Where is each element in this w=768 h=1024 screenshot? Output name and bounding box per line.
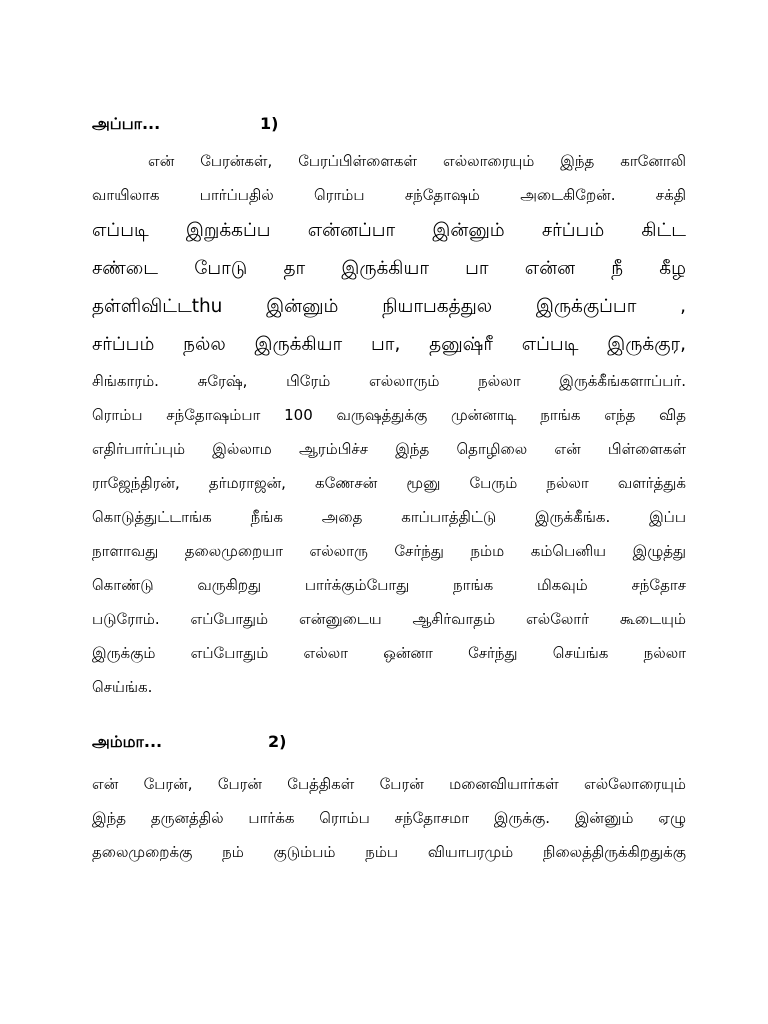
- paragraph-line: கொண்டு வருகிறது பார்க்கும்போது நாங்க மிகவும் சந்தோச: [92, 576, 686, 594]
- paragraph-line: தலைமுறைக்கு நம் குடும்பம் நம்ப வியாபரமும் நிலைத்திருக்கிறதுக்கு: [92, 843, 686, 861]
- paragraph-line: எதிர்பார்ப்பும் இல்லாம ஆரம்பிச்ச இந்த தொழிலை என் பிள்ளைகள்: [92, 440, 686, 458]
- section-1-title: அப்பா...: [92, 114, 161, 133]
- paragraph-line: இந்த தருனத்தில் பார்க்க ரொம்ப சந்தோசமா இருக்கு. இன்னும் ஏழு: [92, 809, 686, 827]
- paragraph-line: என் பேரன், பேரன் பேத்திகள் பேரன் மனைவியார்கள் எல்லோரையும்: [92, 775, 686, 793]
- paragraph-line: வாயிலாக பார்ப்பதில் ரொம்ப சந்தோஷம் அடைகிறேன். சக்தி: [92, 186, 686, 204]
- section-2-title: அம்மா...: [92, 732, 163, 751]
- paragraph-line: சிங்காரம். சுரேஷ், பிரேம் எல்லாரும் நல்லா இருக்கீங்களாப்பர்.: [92, 372, 686, 390]
- paragraph-line: சர்ப்பம் நல்ல இருக்கியா பா, தனுஷ்ரீ எப்படி இருக்குர,: [92, 334, 686, 355]
- paragraph-line: என் பேரன்கள், பேரப்பிள்ளைகள் எல்லாரையும் இந்த கானோலி: [148, 152, 686, 170]
- paragraph-line: ரொம்ப சந்தோஷம்பா 100 வருஷத்துக்கு முன்னாடி நாங்க எந்த வித: [92, 406, 686, 424]
- paragraph-line: இருக்கும் எப்போதும் எல்லா ஒன்னா சேர்ந்து செய்ங்க நல்லா: [92, 644, 686, 662]
- section-1-number: 1): [260, 114, 279, 133]
- paragraph-line: நாளாவது தலைமுறையா எல்லாரு சேர்ந்து நம்ம கம்பெனிய இழுத்து: [92, 542, 686, 560]
- paragraph-line: படுரோம். எப்போதும் என்னுடைய ஆசிர்வாதம் எல்லோர் கூடையும்: [92, 610, 686, 628]
- section-2-number: 2): [268, 732, 287, 751]
- section-2-heading: [92, 732, 287, 753]
- paragraph-line: செய்ங்க.: [92, 678, 153, 696]
- paragraph-line: ராஜேந்திரன், தர்மராஜன், கணேசன் மூனு பேரும் நல்லா வளர்த்துக்: [92, 474, 686, 492]
- paragraph-line: தள்ளிவிட்டthu இன்னும் நியாபகத்துல இருக்குப்பா ,: [92, 296, 686, 317]
- paragraph-line: கொடுத்துட்டாங்க நீங்க அதை காப்பாத்திட்டு இருக்கீங்க. இப்ப: [92, 508, 686, 526]
- paragraph-line: சண்டை போடு தா இருக்கியா பா என்ன நீ கீழ: [92, 258, 686, 279]
- paragraph-line: எப்படி இறுக்கப்ப என்னப்பா இன்னும் சர்ப்பம் கிட்ட: [92, 220, 686, 241]
- section-2-paragraph: [92, 767, 686, 869]
- section-1-heading: [92, 114, 279, 135]
- section-1-paragraph: [92, 144, 686, 704]
